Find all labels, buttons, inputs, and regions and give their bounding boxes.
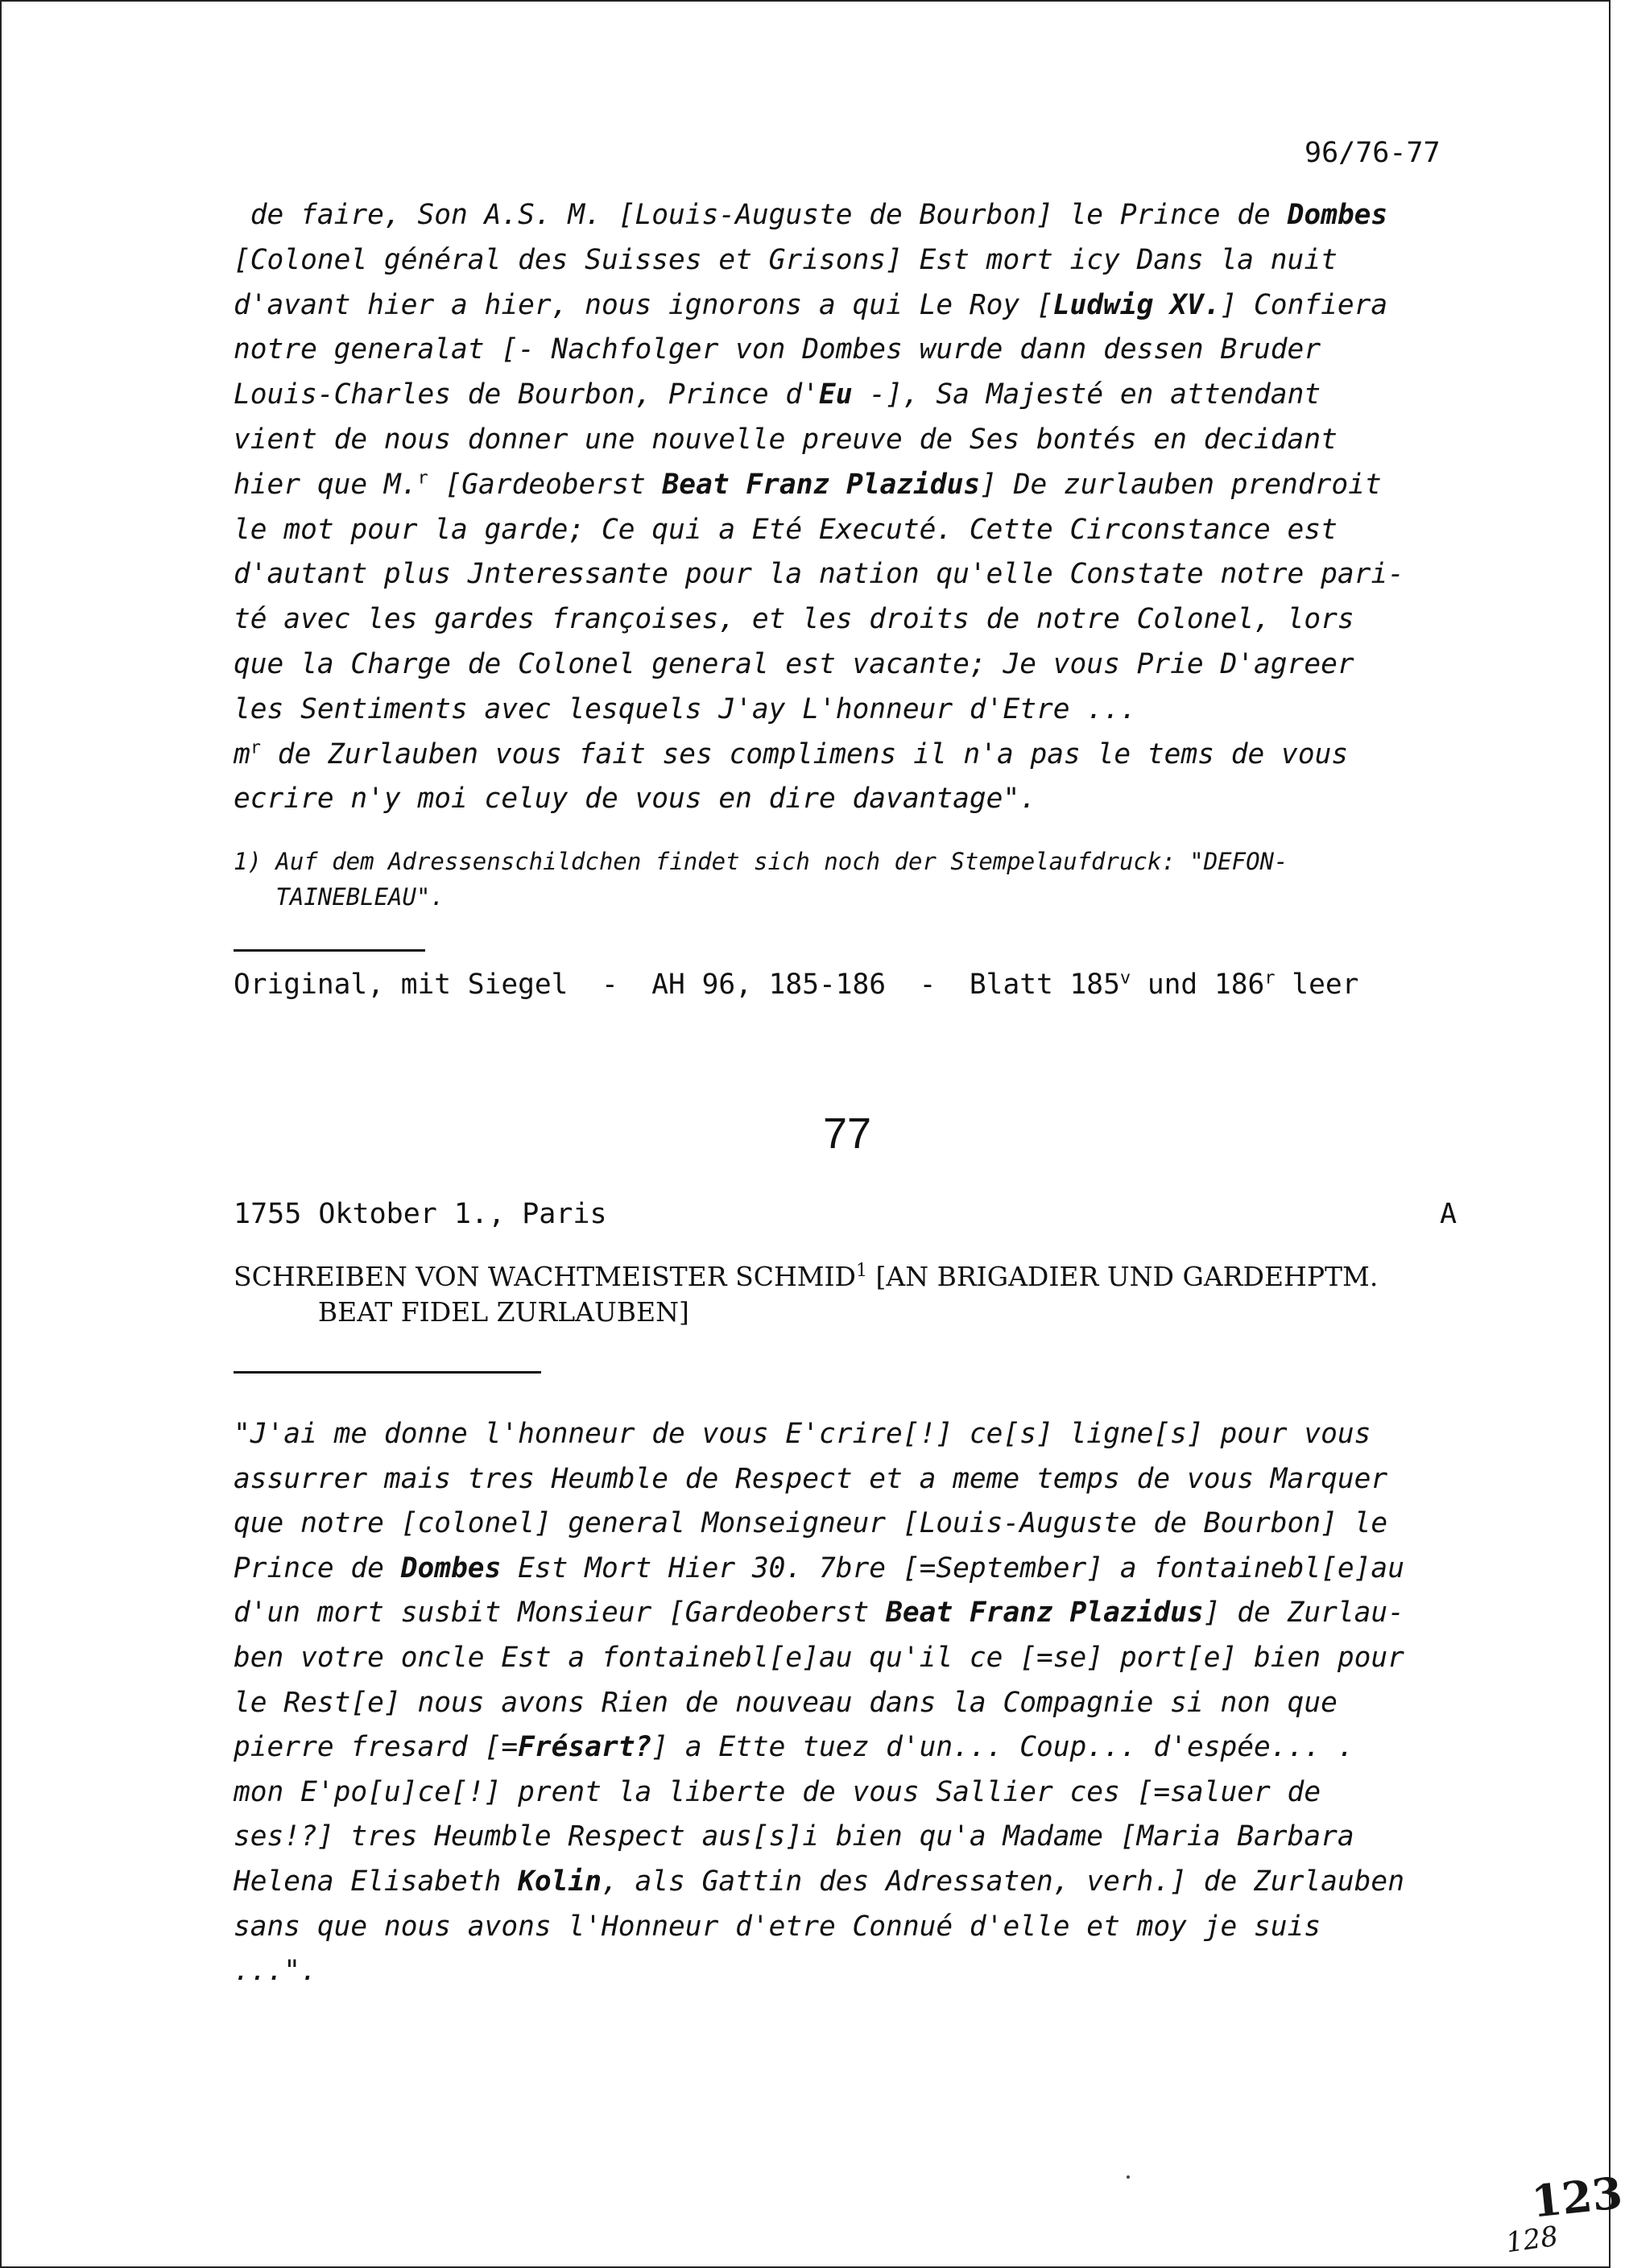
letter-line: m <box>234 737 250 770</box>
quote-line: Prince de <box>234 1551 401 1584</box>
speck <box>1127 2175 1130 2179</box>
page-reference: 96/76-77 <box>1305 137 1441 169</box>
quote-line: ben votre oncle Est a fontainebl[e]au qu'il ce [=se] port[e] bien pour <box>234 1641 1404 1674</box>
quote-line: "J'ai me donne l'honneur de vous E'crire[!] ce[s] ligne[s] pour vous <box>234 1418 1371 1450</box>
letter-line: notre generalat [- Nachfolger von Dombes wurde dann dessen Bruder <box>234 333 1321 366</box>
quote-bold: Frésart? <box>518 1731 652 1764</box>
document-type: A <box>1440 1198 1458 1230</box>
superscript: r <box>250 737 262 758</box>
letter-bold: Eu <box>818 378 853 411</box>
quote-line: assurrer mais tres Heumble de Respect et a meme temps de vous Marquer <box>234 1462 1388 1495</box>
footnote-line: TAINEBLEAU". <box>234 883 444 911</box>
quote-line: ses!?] tres Heumble Respect aus[s]i bien qu'a Madame [Maria Barbara <box>234 1820 1354 1853</box>
heading-text: BEAT FIDEL ZURLAUBEN] <box>234 1296 689 1328</box>
quote-bold: Dombes <box>400 1551 502 1584</box>
quote-line: ] de Zurlau- <box>1203 1597 1404 1630</box>
letter-line: de faire, Son A.S. M. [Louis-Auguste de Bourbon] le Prince de <box>234 199 1288 231</box>
quote-line: mon E'po[u]ce[!] prent la liberte de vous Sallier ces [=saluer de <box>234 1775 1321 1808</box>
quote-bold: Beat Franz Plazidus <box>886 1597 1204 1630</box>
quote-line: que notre [colonel] general Monseigneur [Louis-Auguste de Bourbon] le <box>234 1507 1388 1540</box>
quote-line: ...". <box>234 1955 317 1988</box>
letter-bold: Ludwig XV. <box>1052 288 1221 321</box>
heading-text: [AN BRIGADIER UND GARDEHPTM. <box>867 1261 1379 1292</box>
letter-line: vient de nous donner une nouvelle preuve de Ses bontés en decidant <box>234 423 1338 456</box>
quote-bold: Kolin <box>518 1865 602 1898</box>
letter-line: que la Charge de Colonel general est vacante; Je vous Prie D'agreer <box>234 647 1354 680</box>
source-note <box>234 969 1358 1001</box>
letter-line: de Zurlauben vous fait ses complimens il n'a pas le tems de vous <box>261 737 1349 770</box>
superscript: r <box>1264 968 1276 989</box>
source-text: Original, mit Siegel - AH 96, 185-186 - Blatt 185 <box>234 969 1120 1001</box>
letter-bold: Dombes <box>1287 199 1388 231</box>
letter-transcription <box>234 1412 1506 1994</box>
pencil-page-number: 128 <box>1503 2220 1561 2260</box>
letter-line: té avec les gardes françoises, et les droits de notre Colonel, lors <box>234 603 1354 636</box>
letter-line: ecrire n'y moi celuy de vous en dire davantage". <box>234 783 1036 816</box>
document-number: 77 <box>822 1109 872 1158</box>
quote-line: sans que nous avons l'Honneur d'etre Connué d'elle et moy je suis <box>234 1910 1321 1943</box>
quote-line: Helena Elisabeth <box>234 1865 519 1898</box>
divider <box>234 949 425 952</box>
quote-line: , als Gattin des Adressaten, verh.] de Zurlauben <box>601 1865 1404 1898</box>
heading-text: SCHREIBEN VON WACHTMEISTER SCHMID <box>234 1261 857 1292</box>
document-date: 1755 Oktober 1., Paris <box>234 1198 607 1230</box>
quote-line: d'un mort susbit Monsieur [Gardeoberst <box>234 1597 887 1630</box>
letter-continuation <box>234 193 1490 822</box>
quote-line: Est Mort Hier 30. 7bre [=September] a fontainebl[e]au <box>501 1551 1404 1584</box>
divider <box>234 1371 541 1374</box>
quote-line: ] a Ette tuez d'un... Coup... d'espée... . <box>651 1731 1354 1764</box>
letter-line: d'avant hier a hier, nous ignorons a qui Le Roy [ <box>234 288 1053 321</box>
superscript: 1 <box>856 1261 868 1281</box>
footnote-line: 1) Auf dem Adressenschildchen findet sich noch der Stempelaufdruck: "DEFON- <box>234 848 1288 875</box>
superscript: r <box>417 468 428 489</box>
letter-bold: Beat Franz Plazidus <box>662 468 981 501</box>
letter-line: d'autant plus Jnteressante pour la nation qu'elle Constate notre pari- <box>234 558 1404 591</box>
letter-line: ] Confiera <box>1220 288 1388 321</box>
footnote <box>234 844 1288 915</box>
quote-line: le Rest[e] nous avons Rien de nouveau dans la Compagnie si non que <box>234 1686 1338 1719</box>
source-text: leer <box>1275 969 1359 1001</box>
letter-line: Louis-Charles de Bourbon, Prince d' <box>234 378 819 411</box>
letter-line: hier que M. <box>234 468 418 501</box>
letter-line: les Sentiments avec lesquels J'ay L'honneur d'Etre ... <box>234 692 1137 725</box>
page-stamp-number: 123 <box>1528 2167 1625 2228</box>
source-text: und 186 <box>1131 969 1265 1001</box>
document-heading <box>234 1259 1490 1330</box>
letter-line: ] De zurlauben prendroit <box>980 468 1382 501</box>
letter-line: le mot pour la garde; Ce qui a Eté Executé. Cette Circonstance est <box>234 513 1338 546</box>
letter-line: [Colonel général des Suisses et Grisons] Est mort icy Dans la nuit <box>234 243 1338 276</box>
letter-line: [Gardeoberst <box>428 468 663 501</box>
quote-line: pierre fresard [= <box>234 1731 519 1764</box>
letter-line: -], Sa Majesté en attendant <box>852 378 1321 411</box>
superscript: v <box>1119 968 1131 989</box>
